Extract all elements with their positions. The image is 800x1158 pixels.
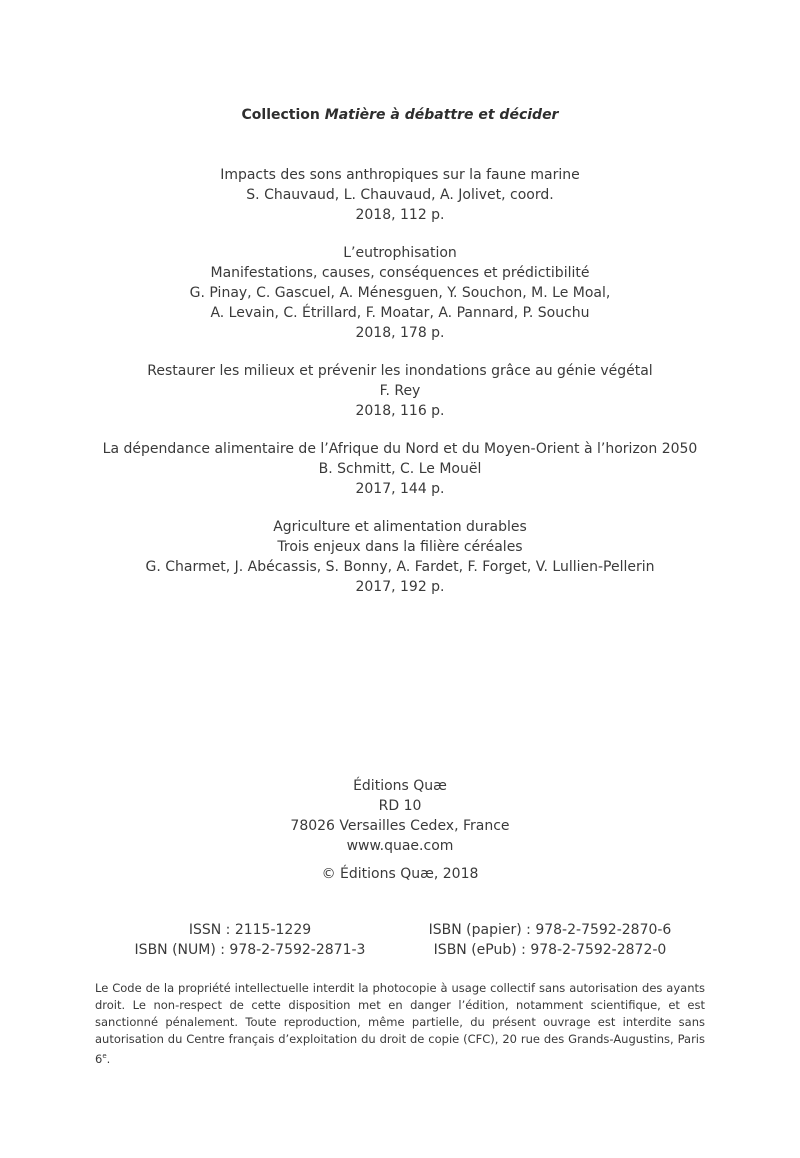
book-authors: G. Charmet, J. Abécassis, S. Bonny, A. Fardet, F. Forget, V. Lullien-Pellerin (145, 559, 655, 575)
book-entry (0, 439, 800, 499)
legal-end: . (106, 1051, 111, 1066)
publisher-name: Éditions Quæ (353, 778, 447, 794)
book-subtitle: Manifestations, causes, conséquences et prédictibilité (210, 265, 590, 281)
copyright-notice: © Éditions Quæ, 2018 (321, 866, 479, 882)
isbn-paper: ISBN (papier) : 978-2-7592-2870-6 (428, 922, 672, 938)
book-year-pages: 2017, 144 p. (355, 481, 445, 497)
publisher-block (0, 776, 800, 856)
book-entry (0, 361, 800, 421)
identifiers-right-column (420, 920, 680, 960)
book-title: Restaurer les milieux et prévenir les inondations grâce au génie végétal (147, 363, 653, 379)
book-year-pages: 2017, 192 p. (355, 579, 445, 595)
book-title: L’eutrophisation (343, 245, 457, 261)
book-title: La dépendance alimentaire de l’Afrique du Nord et du Moyen-Orient à l’horizon 2050 (102, 441, 698, 457)
collection-prefix: Collection (241, 107, 320, 123)
collection-series-title: Matière à débattre et décider (324, 107, 559, 123)
book-entry (0, 243, 800, 343)
book-authors: F. Rey (379, 383, 421, 399)
publisher-website: www.quae.com (346, 838, 454, 854)
publisher-address-line: 78026 Versailles Cedex, France (290, 818, 510, 834)
issn: ISSN : 2115-1229 (188, 922, 312, 938)
book-subtitle: Trois enjeux dans la filière céréales (277, 539, 523, 555)
book-authors: S. Chauvaud, L. Chauvaud, A. Jolivet, coord. (246, 187, 554, 203)
isbn-num: ISBN (NUM) : 978-2-7592-2871-3 (134, 942, 366, 958)
book-year-pages: 2018, 178 p. (355, 325, 445, 341)
book-year-pages: 2018, 112 p. (355, 207, 445, 223)
book-entry (0, 165, 800, 225)
book-year-pages: 2018, 116 p. (355, 403, 445, 419)
identifiers-left-column (130, 920, 370, 960)
book-entry (0, 517, 800, 597)
collection-heading (0, 107, 800, 123)
book-authors: B. Schmitt, C. Le Mouël (318, 461, 482, 477)
isbn-epub: ISBN (ePub) : 978-2-7592-2872-0 (433, 942, 667, 958)
publisher-address-line: RD 10 (378, 798, 422, 814)
book-authors: G. Pinay, C. Gascuel, A. Ménesguen, Y. Souchon, M. Le Moal, (189, 285, 611, 301)
book-list (0, 165, 800, 615)
legal-superscript: e (102, 1052, 107, 1060)
legal-text: Le Code de la propriété intellectuelle interdit la photocopie à usage collectif sans autorisation des ayants droit. Le non-respect de cette disposition met en danger l’édition, notamment scientifique, et est sanctionné pénalement. Toute reproduction, même partielle, du présent ouvrage est interdite sans autorisation du Centre français d’exploitation du droit de copie (CFC), 20 rue des Grands-Augustins, Paris 6 (95, 981, 705, 1066)
legal-notice (95, 980, 705, 1068)
book-title: Agriculture et alimentation durables (273, 519, 527, 535)
book-title: Impacts des sons anthropiques sur la faune marine (220, 167, 580, 183)
book-authors: A. Levain, C. Étrillard, F. Moatar, A. Pannard, P. Souchu (210, 305, 590, 321)
